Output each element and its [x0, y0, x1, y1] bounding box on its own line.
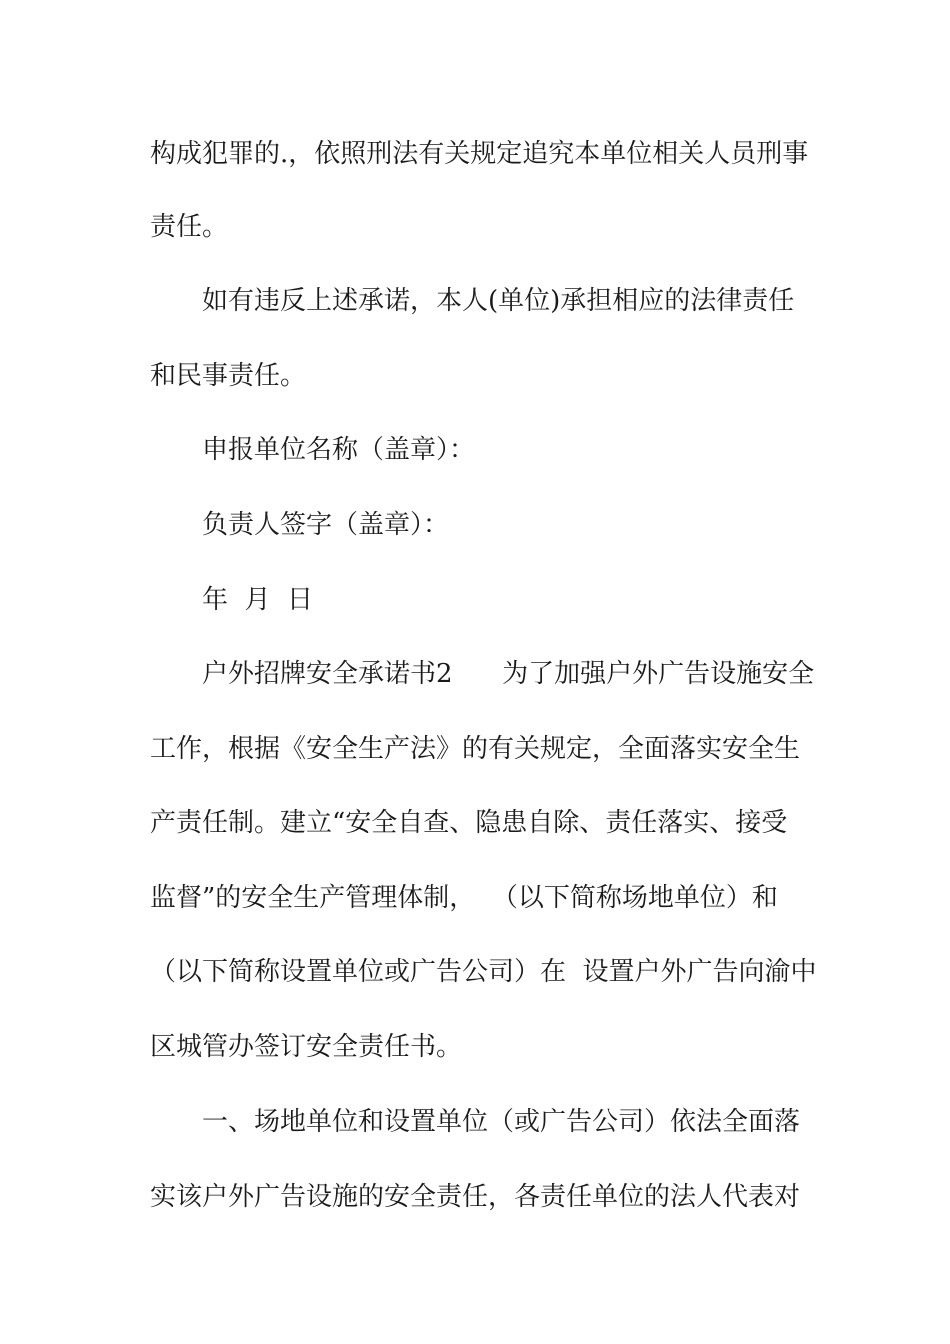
text-line: 和民事责任。 — [150, 361, 307, 391]
paragraph-line: 户外招牌安全承诺书2 为了加强户外广告设施安全 — [202, 659, 815, 689]
text-line: 工作，根据《安全生产法》的有关规定，全面落实安全生 — [150, 734, 801, 764]
text-line: 产责任制。建立“安全自查、隐患自除、责任落实、接受 — [150, 808, 788, 838]
text-line: 实该户外广告设施的安全责任，各责任单位的法人代表对 — [150, 1182, 801, 1212]
text-line: 构成犯罪的.，依照刑法有关规定追究本单位相关人员刑事 — [150, 139, 809, 169]
text-line: （以下简称设置单位或广告公司）在 设置户外广告向渝中 — [150, 957, 817, 987]
text-line: 区城管办签订安全责任书。 — [150, 1032, 463, 1062]
paragraph-line: 如有违反上述承诺，本人(单位)承担相应的法律责任 — [202, 286, 795, 316]
applicant-name-field: 申报单位名称（盖章）： — [202, 435, 476, 465]
paragraph-line: 一、场地单位和设置单位（或广告公司）依法全面落 — [202, 1107, 801, 1137]
signature-field: 负责人签字（盖章）： — [202, 510, 450, 540]
text-line: 监督”的安全生产管理体制， （以下简称场地单位）和 — [150, 883, 778, 913]
text-line: 责任。 — [150, 212, 229, 242]
date-field: 年 月 日 — [202, 585, 314, 615]
